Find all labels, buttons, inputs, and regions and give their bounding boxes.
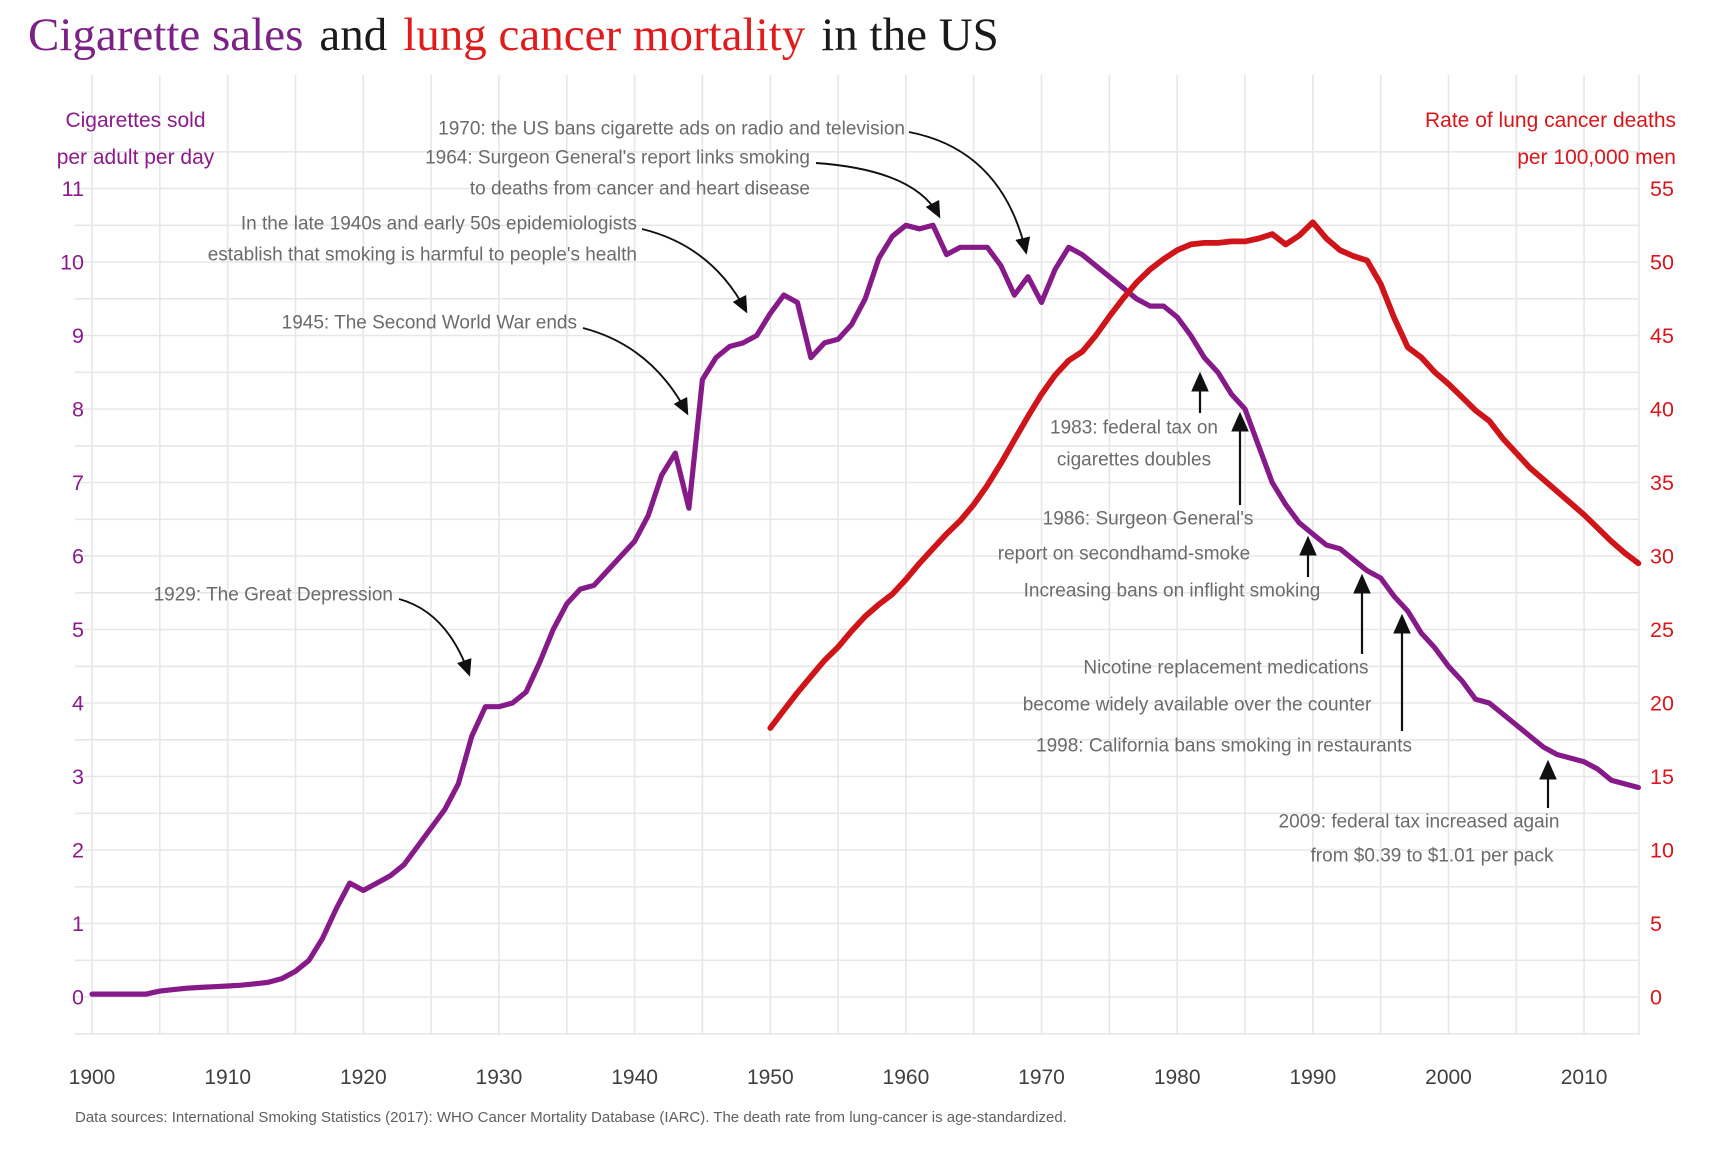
annotation-arrow	[399, 599, 469, 674]
data-sources-note: Data sources: International Smoking Statistics (2017): WHO Cancer Mortality Database (IARC). The death rate from lung-cancer is age-standardized.	[75, 1109, 1067, 1126]
annotations	[154, 119, 1560, 867]
left-tick-label: 3	[72, 765, 84, 789]
right-tick-label: 25	[1650, 618, 1674, 642]
left-axis-title	[38, 102, 233, 176]
annotation-label: 1964: Surgeon General's report links smoking	[425, 147, 810, 169]
right-tick-label: 15	[1650, 765, 1674, 789]
right-tick-label: 40	[1650, 397, 1674, 422]
annotation-label: to deaths from cancer and heart disease	[469, 178, 810, 200]
annotation-arrow	[816, 163, 939, 216]
left-tick-label: 10	[60, 250, 84, 275]
right-tick-label: 55	[1650, 177, 1674, 201]
left-axis-title-line1: Cigarettes sold	[65, 109, 206, 132]
right-tick-label: 0	[1650, 985, 1662, 1010]
left-tick-label: 8	[72, 397, 84, 422]
right-axis-title-line1: Rate of lung cancer deaths	[1425, 109, 1676, 132]
left-tick-label: 4	[72, 691, 84, 716]
annotation-label: 2009: federal tax increased again	[1278, 811, 1560, 833]
x-tick-label: 2010	[1560, 1066, 1608, 1089]
x-tick-label: 1980	[1153, 1066, 1201, 1089]
right-tick-label: 30	[1650, 544, 1674, 569]
x-tick-label: 1960	[882, 1066, 930, 1089]
annotation-label: become widely available over the counter	[1022, 694, 1372, 716]
x-axis-ticks	[69, 1066, 1608, 1089]
left-tick-label: 1	[72, 912, 84, 936]
annotation-label: cigarettes doubles	[1056, 449, 1212, 471]
right-axis-ticks	[1650, 177, 1674, 1010]
annotation-label: 1970: the US bans cigarette ads on radio and television	[438, 118, 905, 140]
x-tick-label: 1910	[204, 1066, 252, 1089]
right-tick-label: 45	[1650, 324, 1674, 348]
title-in-the-us: in the US	[821, 9, 999, 61]
right-tick-label: 50	[1650, 250, 1674, 275]
title-cigarette-sales: Cigarette sales	[28, 9, 304, 61]
annotation-label: 1983: federal tax on	[1050, 417, 1218, 439]
right-tick-label: 5	[1650, 912, 1662, 936]
title-lung-cancer-mortality: lung cancer mortality	[403, 9, 806, 61]
annotation-label: Increasing bans on inflight smoking	[1023, 580, 1321, 602]
annotation-label: 1945: The Second World War ends	[281, 312, 577, 334]
left-tick-label: 7	[72, 471, 84, 495]
left-tick-label: 5	[72, 618, 84, 642]
x-tick-label: 2000	[1425, 1066, 1472, 1089]
x-tick-label: 1940	[611, 1066, 658, 1089]
annotation-label: 1986: Surgeon General's	[1042, 508, 1254, 530]
x-tick-label: 1900	[68, 1066, 116, 1089]
x-tick-label: 1970	[1018, 1066, 1065, 1089]
annotation-label: 1929: The Great Depression	[153, 584, 393, 606]
left-tick-label: 0	[72, 985, 84, 1010]
right-axis-title	[1256, 102, 1676, 176]
x-tick-label: 1990	[1289, 1066, 1337, 1089]
left-tick-label: 9	[72, 324, 84, 348]
title-and: and	[319, 9, 388, 61]
right-tick-label: 35	[1650, 471, 1674, 495]
annotation-label: 1998: California bans smoking in restaurants	[1036, 735, 1412, 757]
x-tick-label: 1950	[746, 1066, 794, 1089]
annotation-label: report on secondhamd-smoke	[997, 543, 1251, 565]
x-tick-label: 1930	[475, 1066, 523, 1089]
left-tick-label: 2	[72, 838, 84, 863]
annotation-label: establish that smoking is harmful to people's health	[207, 244, 637, 266]
left-tick-label: 11	[61, 177, 84, 201]
right-tick-label: 20	[1650, 691, 1674, 716]
annotation-label: Nicotine replacement medications	[1083, 657, 1369, 679]
right-axis-title-line2: per 100,000 men	[1517, 146, 1676, 169]
annotation-arrow	[909, 132, 1026, 252]
left-axis-title-line2: per adult per day	[56, 146, 215, 169]
annotation-label: In the late 1940s and early 50s epidemiologists	[240, 213, 637, 235]
annotation-label: from $0.39 to $1.01 per pack	[1310, 845, 1554, 867]
left-tick-label: 6	[72, 544, 84, 569]
x-tick-label: 1920	[339, 1066, 387, 1089]
right-tick-label: 10	[1650, 838, 1674, 863]
